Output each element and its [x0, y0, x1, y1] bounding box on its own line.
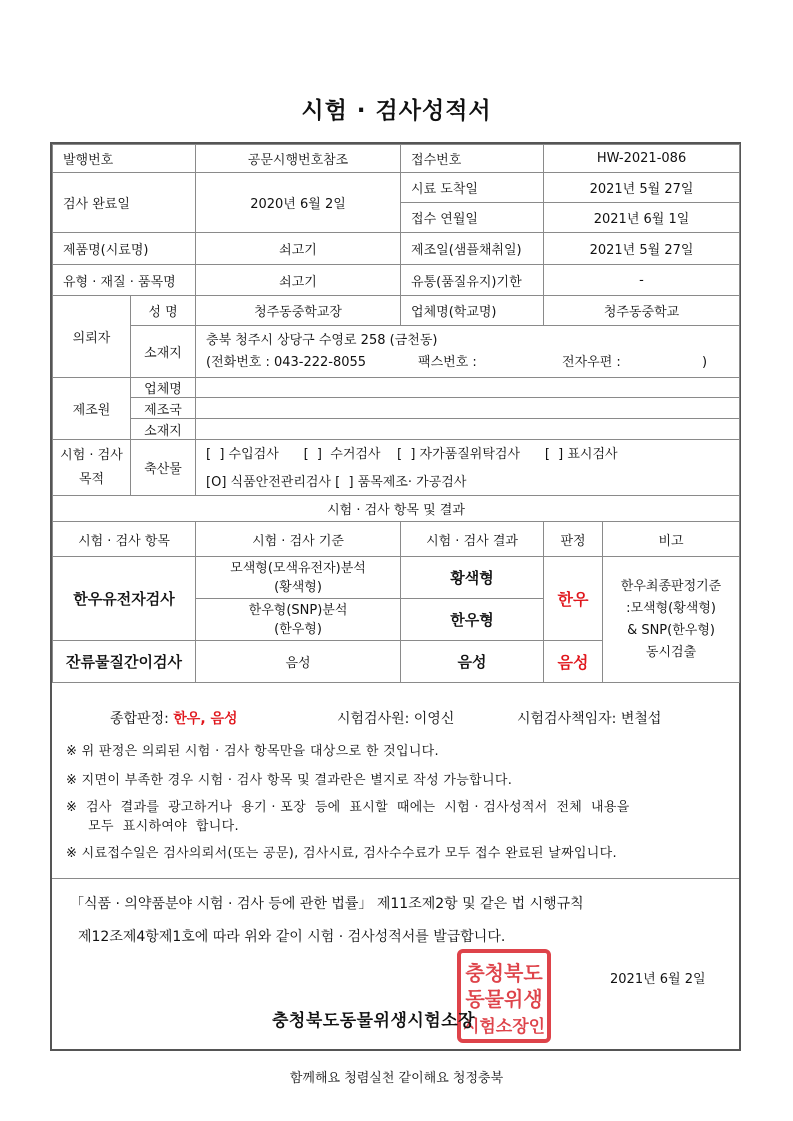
- req-company-label: 업체명(학교명): [401, 296, 544, 326]
- req-fax: 팩스번호 :: [418, 354, 477, 370]
- mfg-date-value: 2021년 5월 27일: [544, 233, 740, 265]
- item2-judgement: 음성: [544, 641, 603, 683]
- results-header: 시험 · 검사 항목 및 결과: [53, 496, 740, 522]
- col-item: 시험 · 검사 항목: [53, 522, 196, 557]
- certificate-table: [52, 144, 740, 683]
- item1-name: 한우유전자검사: [53, 557, 196, 641]
- product-label: 제품명(시료명): [53, 233, 196, 265]
- type-label: 유형 · 재질 · 품목명: [53, 265, 196, 296]
- issuer-name: 충청북도동물위생시험소장: [272, 1011, 476, 1031]
- purpose-options-1: [ ] 수입검사 [ ] 수거검사 [ ] 자가품질위탁검사 [ ] 표시검사: [196, 440, 740, 466]
- req-name-value: 청주동중학교장: [196, 296, 401, 326]
- col-judge: 판정: [544, 522, 603, 557]
- svg-text:충청북도: 충청북도: [465, 961, 543, 985]
- req-tel: (전화번호 : 043-222-8055: [206, 354, 367, 370]
- law-line-1: 「식품 · 의약품분야 시험 · 검사 등에 관한 법률」 제11조제2항 및 같은 법 시행규칙: [70, 896, 584, 912]
- receipt-no-value: HW-2021-086: [544, 145, 740, 173]
- issue-date: 2021년 6월 2일: [610, 972, 706, 987]
- svg-text:동물위생: 동물위생: [465, 987, 543, 1011]
- col-note: 비고: [603, 522, 740, 557]
- maker-company-value: [196, 378, 740, 398]
- footer-slogan: 함께해요 청렴실천 같이해요 청정충북: [289, 1071, 504, 1086]
- note-4: ※ 시료접수일은 검사의뢰서(또는 공문), 검사시료, 검사수수료가 모두 접수 완료된 날짜입니다.: [66, 846, 617, 861]
- section-divider: [52, 878, 739, 879]
- item1-standard-2: 한우형(SNP)분석 (한우형): [196, 599, 401, 641]
- receipt-date: 2021년 6월 1일: [544, 203, 740, 233]
- maker-addr-value: [196, 419, 740, 440]
- note-3: ※ 검사 결과를 광고하거나 용기 · 포장 등에 표시할 때에는 시험 · 검사성적서 전체 내용을 모두 표시하여야 합니다.: [66, 800, 630, 834]
- note-2: ※ 지면이 부족한 경우 시험 · 검사 항목 및 결과란은 별지로 작성 가능합니다.: [66, 773, 513, 788]
- type-value: 쇠고기: [196, 265, 401, 296]
- maker-country-label: 제조국: [131, 398, 196, 419]
- item2-standard: 음성: [196, 641, 401, 683]
- completion-date: 2020년 6월 2일: [196, 173, 401, 233]
- completion-label: 검사 완료일: [53, 173, 196, 233]
- svg-text:시험소장인: 시험소장인: [462, 1017, 546, 1037]
- item1-result-2: 한우형: [401, 599, 544, 641]
- item2-result: 음성: [401, 641, 544, 683]
- req-contact-line: [206, 352, 735, 374]
- maker-addr-label: 소재지: [131, 419, 196, 440]
- req-company-value: 청주동중학교: [544, 296, 740, 326]
- receipt-date-label: 접수 연월일: [401, 203, 544, 233]
- issue-no-value: 공문시행번호참조: [196, 145, 401, 173]
- purpose-options-2: [O] 식품안전관리검사 [ ] 품목제조· 가공검사: [196, 466, 740, 496]
- req-addr-label: 소재지: [131, 326, 196, 378]
- remarks: 한우최종판정기준 :모색형(황색형) & SNP(한우형) 동시검출: [603, 557, 740, 683]
- note-1: ※ 위 판정은 의뢰된 시험 · 검사 항목만을 대상으로 한 것입니다.: [66, 744, 439, 759]
- req-addr-line1: 충북 청주시 상당구 수영로 258 (금천동): [206, 332, 438, 348]
- item1-standard-1: 모색형(모색유전자)분석 (황색형): [196, 557, 401, 599]
- req-close: ): [702, 354, 708, 370]
- purpose-label: [53, 440, 131, 496]
- law-line-2: 제12조제4항제1호에 따라 위와 같이 시험 · 검사성적서를 발급합니다.: [78, 929, 506, 945]
- item1-result-1: 황색형: [401, 557, 544, 599]
- overall-label: 종합판정:: [110, 711, 174, 727]
- expiry-label: 유통(품질유지)기한: [401, 265, 544, 296]
- overall-value: 한우, 음성: [173, 711, 238, 727]
- purpose-label-line1: 시험 · 검사: [60, 447, 123, 463]
- item2-name: 잔류물질간이검사: [53, 641, 196, 683]
- expiry-value: -: [544, 265, 740, 296]
- maker-country-value: [196, 398, 740, 419]
- item1-judgement: 한우: [544, 557, 603, 641]
- req-email: 전자우편 :: [562, 354, 621, 370]
- col-result: 시험 · 검사 결과: [401, 522, 544, 557]
- req-name-label: 성 명: [131, 296, 196, 326]
- mfg-date-label: 제조일(샘플채취일): [401, 233, 544, 265]
- tester: 시험검사원: 이영신: [337, 711, 455, 727]
- arrival-date: 2021년 5월 27일: [544, 173, 740, 203]
- purpose-label-line2: 목적: [78, 471, 105, 487]
- page-title: 시험 · 검사성적서: [301, 98, 492, 124]
- requester-label: 의뢰자: [53, 296, 131, 378]
- purpose-category: 축산물: [131, 440, 196, 496]
- receipt-no-label: 접수번호: [401, 145, 544, 173]
- req-addr-value: [196, 326, 740, 378]
- overall-judgement: [110, 708, 238, 728]
- col-standard: 시험 · 검사 기준: [196, 522, 401, 557]
- maker-company-label: 업체명: [131, 378, 196, 398]
- arrival-label: 시료 도착일: [401, 173, 544, 203]
- maker-label: 제조원: [53, 378, 131, 440]
- issue-no-label: 발행번호: [53, 145, 196, 173]
- product-value: 쇠고기: [196, 233, 401, 265]
- test-manager: 시험검사책임자: 변철섭: [517, 711, 662, 727]
